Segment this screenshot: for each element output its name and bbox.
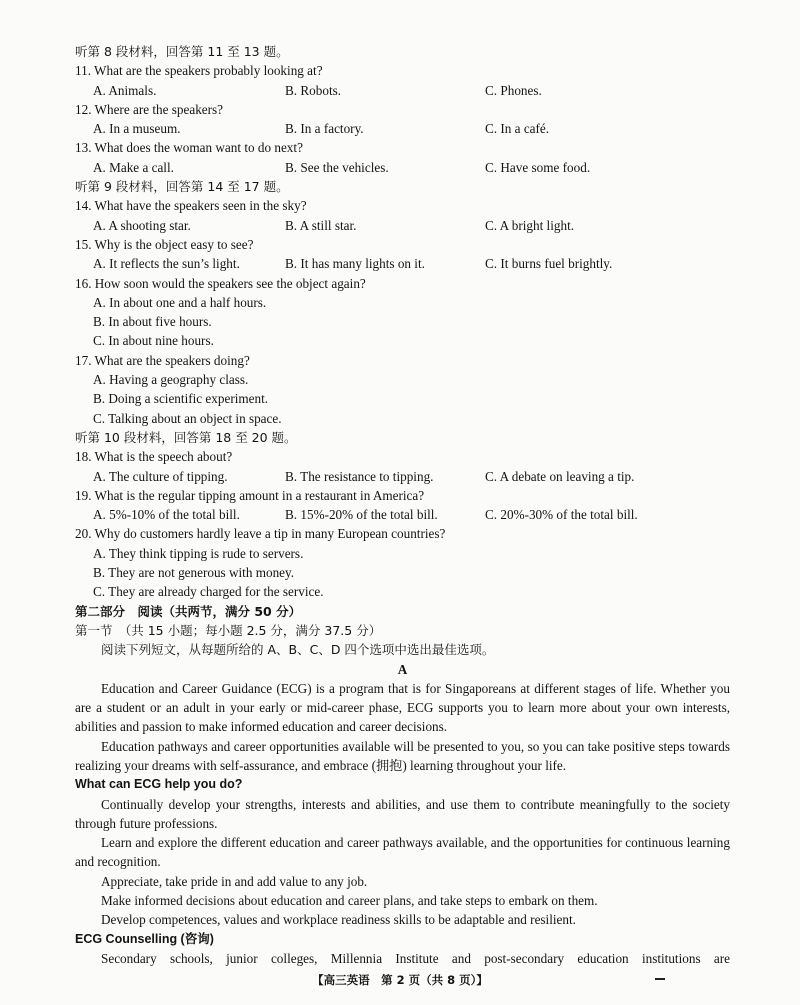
answer-option: B. They are not generous with money.	[93, 565, 295, 581]
answer-option-c: C. A debate on leaving a tip.	[485, 468, 635, 484]
passage-paragraph-6: Make informed decisions about education and career plans, and take steps to embark on them.	[101, 893, 598, 909]
answer-option-b: B. See the vehicles.	[285, 159, 389, 175]
listening-section	[75, 42, 730, 602]
question-stem: 17. What are the speakers doing?	[75, 352, 250, 368]
answer-option-b: B. 15%-20% of the total bill.	[285, 507, 438, 523]
passage-letter: A	[397, 661, 408, 677]
question-stem: 13. What does the woman want to do next?	[75, 140, 303, 156]
answer-option-c: C. A bright light.	[485, 217, 575, 233]
answer-option-a: A. In a museum.	[93, 121, 181, 137]
passage-subheading-1: What can ECG help you do?	[75, 777, 243, 792]
question-stem: 20. Why do customers hardly leave a tip in many European countries?	[75, 526, 446, 542]
passage-paragraph-1: Education and Career Guidance (ECG) is a program that is for Singaporeans at different stages of life. Whether you are a student or an adult in your early or mid-career phase, ECG supports you to learn more about your own interests, abilities and passion to make informed education and career decisions.	[75, 680, 730, 735]
answer-options-row	[75, 119, 730, 138]
answer-options-row	[75, 505, 730, 524]
answer-option-c: C. Have some food.	[485, 159, 591, 175]
page-footer: 【高三英语 第 2 页（共 8 页）】	[312, 973, 488, 987]
answer-option-b: B. A still star.	[285, 217, 357, 233]
answer-options-row	[75, 254, 730, 273]
answer-option-a: A. A shooting star.	[93, 217, 191, 233]
answer-option-a: A. The culture of tipping.	[93, 468, 228, 484]
answer-option-a: A. 5%-10% of the total bill.	[93, 507, 240, 523]
question-stem: 15. Why is the object easy to see?	[75, 236, 254, 252]
answer-option-c: C. It burns fuel brightly.	[485, 256, 613, 272]
answer-options-row	[75, 158, 730, 177]
question-stem: 14. What have the speakers seen in the sky?	[75, 198, 307, 214]
answer-options-row	[75, 467, 730, 486]
question-stem: 16. How soon would the speakers see the object again?	[75, 275, 366, 291]
passage-paragraph-8: Secondary schools, junior colleges, Millennia Institute and post-secondary education institutions are	[101, 950, 730, 966]
section-instruction: 听第 10 段材料，回答第 18 至 20 题。	[75, 429, 297, 445]
question-stem: 19. What is the regular tipping amount in a restaurant in America?	[75, 487, 425, 503]
answer-options-row	[75, 81, 730, 100]
answer-option-b: B. Robots.	[285, 82, 342, 98]
answer-option-b: B. It has many lights on it.	[285, 256, 425, 272]
question-stem: 12. Where are the speakers?	[75, 101, 224, 117]
answer-options-row	[75, 216, 730, 235]
answer-option: C. They are already charged for the service.	[93, 584, 324, 600]
passage-paragraph-2: Education pathways and career opportunities available will be presented to you, so you can take positive steps towards realizing your dreams with self-assurance, and embrace (拥抱) learning throughout your life.	[75, 738, 730, 773]
answer-option-a: A. Animals.	[93, 82, 157, 98]
exam-page	[75, 42, 730, 968]
part2-heading: 第二部分 阅读（共两节，满分 50 分）	[75, 603, 302, 619]
question-stem: 18. What is the speech about?	[75, 449, 233, 465]
answer-option-b: B. In a factory.	[285, 121, 364, 137]
answer-option-a: A. Make a call.	[93, 159, 174, 175]
passage-paragraph-7: Develop competences, values and workplace readiness skills to be adaptable and resilient.	[101, 912, 576, 928]
footer-dash	[655, 978, 665, 980]
passage-paragraph-5: Appreciate, take pride in and add value to any job.	[101, 873, 368, 889]
passage-paragraph-3: Continually develop your strengths, interests and abilities, and use them to contribute meaningfully to the society through future professions.	[75, 796, 730, 831]
question-stem: 11. What are the speakers probably looking at?	[75, 63, 323, 79]
answer-option: A. They think tipping is rude to servers.	[93, 545, 304, 561]
answer-option-a: A. It reflects the sun’s light.	[93, 256, 240, 272]
answer-option: C. In about nine hours.	[93, 333, 214, 349]
section1-heading: 第一节 （共 15 小题；每小题 2.5 分，满分 37.5 分）	[75, 622, 382, 638]
answer-option-b: B. The resistance to tipping.	[285, 468, 434, 484]
answer-option: B. In about five hours.	[93, 314, 212, 330]
answer-option: C. Talking about an object in space.	[93, 410, 282, 426]
answer-option-c: C. In a café.	[485, 121, 550, 137]
passage-paragraph-4: Learn and explore the different education and career pathways available, and the opportunities for continuous learning and recognition.	[75, 835, 730, 870]
section-instruction: 听第 8 段材料，回答第 11 至 13 题。	[75, 44, 289, 59]
answer-option: A. Having a geography class.	[93, 372, 249, 388]
passage-subheading-2: ECG Counselling (咨询)	[75, 931, 214, 946]
answer-option: A. In about one and a half hours.	[93, 294, 267, 310]
answer-option-c: C. 20%-30% of the total bill.	[485, 507, 638, 523]
answer-option-c: C. Phones.	[485, 82, 542, 98]
section-instruction: 听第 9 段材料，回答第 14 至 17 题。	[75, 179, 289, 195]
answer-option: B. Doing a scientific experiment.	[93, 391, 269, 407]
reading-instruction: 阅读下列短文，从每题所给的 A、B、C、D 四个选项中选出最佳选项。	[101, 642, 495, 658]
